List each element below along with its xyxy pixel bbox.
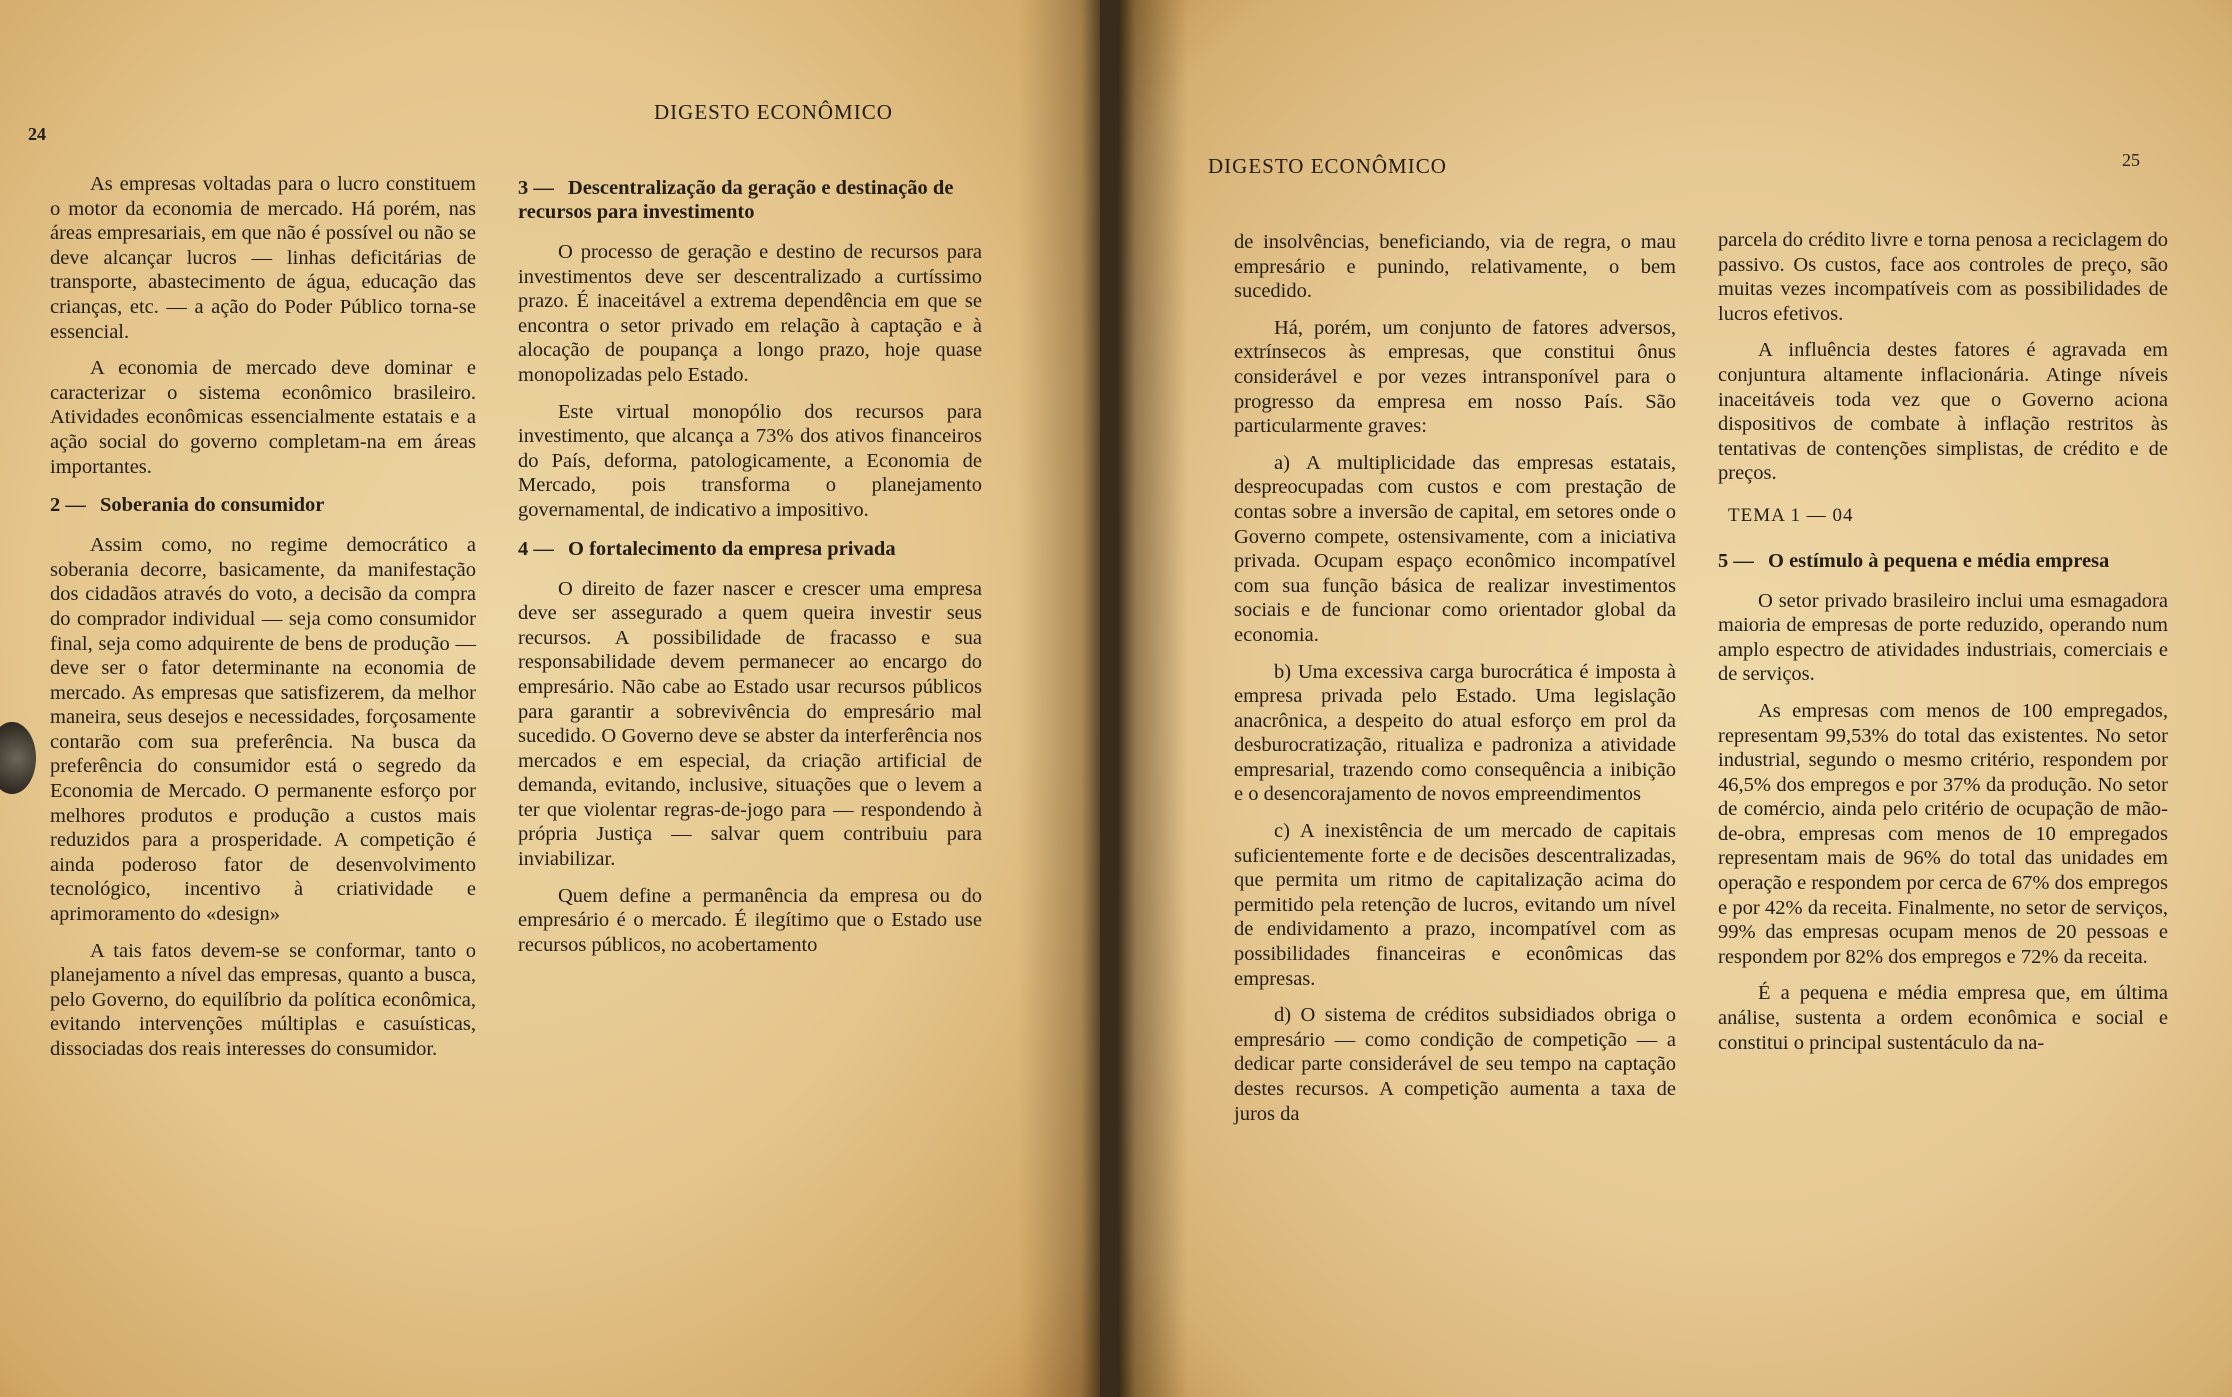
right-page-number: 25 (2122, 150, 2140, 170)
paragraph: Quem define a permanência da empresa ou do empresário é o mercado. É ilegítimo que o Estado use recursos públicos, no acobertamento (518, 884, 982, 956)
right-column-1 (1234, 230, 1676, 1138)
section-title: O fortalecimento da empresa privada (568, 537, 896, 560)
left-column-2 (518, 162, 982, 969)
left-column-1 (50, 172, 476, 1074)
paragraph: Assim como, no regime democrático a soberania decorre, basicamente, da manifestação dos cidadãos através do voto, a decisão da compra do comprador individual — seja como consumidor final, seja como adquirente de bens de produção — deve ser o fator determinante na economia de mercado. As empresas que satisfizerem, da melhor maneira, seus desejos e necessidades, forçosamente contarão com sua preferência. Na busca da preferência do consumidor está o segredo da Economia de Mercado. O permanente esforço por melhores produtos e produção a custos mais reduzidos para a prosperidade. A competição é ainda poderoso fator de desenvolvimento tecnológico, incentivo à criatividade e aprimoramento do «design» (50, 534, 476, 926)
tema-label: TEMA 1 — 04 (1728, 504, 1854, 526)
section-heading (518, 176, 982, 224)
paragraph: O direito de fazer nascer e crescer uma empresa deve ser assegurado a quem queira investir seus recursos. A possibilidade de fracasso e sua responsabilidade devem permanecer ao encargo do empresário. Não cabe ao Estado usar recursos públicos para garantir a sobrevivência do empresário mal sucedido. O Governo deve se abster da interferência nos mercados e em especial, da criação artificial de demanda, evitando, inclusive, situações que o levem a ter que violentar regras-de-jogo para — respondendo à própria Justiça — salvar quem contribuiu para inviabilizar. (518, 577, 982, 871)
paragraph: d) O sistema de créditos subsidiados obriga o empresário — como condição de competição — a dedicar parte considerável de seu tempo na captação destes recursos. A competição aumenta a taxa de juros da (1234, 1004, 1676, 1125)
section-heading (50, 493, 476, 517)
section-number: 5 — (1718, 549, 1754, 572)
paragraph: As empresas voltadas para o lucro constituem o motor da economia de mercado. Há porém, nas áreas empresariais, em que não é possível ou não se deve alcançar lucros — linhas deficitárias de transporte, abastecimento de água, educação das crianças, etc. — a ação do Poder Público torna-se essencial. (50, 173, 476, 343)
paragraph: parcela do crédito livre e torna penosa a reciclagem do passivo. Os custos, face aos controles de preço, são muitas vezes incompatíveis com as possibilidades de lucros efetivos. (1718, 229, 2168, 325)
paragraph: A influência destes fatores é agravada em conjuntura altamente inflacionária. Atinge níveis inaceitáveis toda vez que o Governo aciona dispositivos de combate à inflação restritos às tentativas de contenções simplistas, de crédito e de preços. (1718, 339, 2168, 485)
section-heading (1718, 549, 2168, 573)
left-page (0, 0, 1108, 1397)
paragraph: de insolvências, beneficiando, via de regra, o mau empresário e punindo, relativamente, o bem sucedido. (1234, 231, 1676, 303)
paragraph: A tais fatos devem-se se conformar, tanto o planejamento a nível das empresas, quanto a busca, pelo Governo, do equilíbrio da política econômica, evitando intervenções múltiplas e casuísticas, dissociadas dos reais interesses do consumidor. (50, 939, 476, 1060)
section-number: 3 — (518, 177, 554, 199)
right-page (1118, 0, 2232, 1397)
section-title: Descentralização da geração e destinação de recursos para investimento (518, 177, 954, 223)
section-number: 2 — (50, 494, 86, 517)
right-running-head: DIGESTO ECONÔMICO (1208, 154, 1447, 178)
left-running-head: DIGESTO ECONÔMICO (654, 100, 893, 124)
paragraph: c) A inexistência de um mercado de capitais suficientemente forte e de decisões descentralizadas, que permita um ritmo de capitalização acima do permitido pela retenção de lucros, evitando um nível de endividamento a prazo, incompatível com as possibilidades financeiras e econômicas das empresas. (1234, 820, 1676, 990)
section-title: Soberania do consumidor (100, 494, 325, 517)
paragraph: Há, porém, um conjunto de fatores adversos, extrínsecos às empresas, que constitui ônus considerável e por vezes intransponível para o progresso da empresa em nosso País. São particularmente graves: (1234, 316, 1676, 438)
section-heading (518, 537, 982, 561)
left-page-number: 24 (28, 124, 46, 144)
right-column-2 (1718, 228, 2168, 1067)
section-number: 4 — (518, 537, 554, 560)
paragraph: As empresas com menos de 100 empregados, representam 99,53% do total das existentes. No setor industrial, segundo o mesmo critério, respondem por 46,5% dos empregos e por 37% da produção. No setor de comércio, ainda pelo critério de ocupação de mão-de-obra, empresas com menos de 10 empregados representam mais de 96% do total das unidades em operação e respondem por cerca de 67% dos empregos e por 42% da receita. Finalmente, no setor de serviços, 99% das empresas ocupam menos de 20 pessoas e respondem por 82% dos empregos e 72% da receita. (1718, 699, 2168, 968)
paragraph: Este virtual monopólio dos recursos para investimento, que alcança a 73% dos ativos financeiros do País, deforma, patologicamente, a Economia de Mercado, pois transforma o planejamento governamental, de indicativo a impositivo. (518, 400, 982, 521)
paragraph: O setor privado brasileiro inclui uma esmagadora maioria de empresas de porte reduzido, operando num amplo espectro de atividades industriais, comerciais e de serviços. (1718, 589, 2168, 686)
paragraph: O processo de geração e destino de recursos para investimentos deve ser descentralizado a curtíssimo prazo. É inaceitável a extrema dependência em que se encontra o setor privado em relação à captação e à alocação de poupança a longo prazo, hoje quase monopolizadas pelo Estado. (518, 241, 982, 386)
paragraph: É a pequena e média empresa que, em última análise, sustenta a ordem econômica e social e constitui o principal sustentáculo da na- (1718, 982, 2168, 1054)
paragraph: b) Uma excessiva carga burocrática é imposta à empresa privada pelo Estado. Uma legislação anacrônica, a despeito do atual esforço em prol da desburocratização, ritualiza e padroniza a atividade empresarial, trazendo como consequência a inibição e o desencorajamento de novos empreendimentos (1234, 660, 1676, 806)
section-title: O estímulo à pequena e média empresa (1768, 549, 2110, 572)
paragraph: a) A multiplicidade das empresas estatais, despreocupadas com custos e com prestação de contas sobre a inversão de capital, em setores onde o Governo compete, ostensivamente, com a iniciativa privada. Ocupam espaço econômico incompatível com sua função básica de realizar investimentos sociais e de funcionar como orientador global da economia. (1234, 451, 1676, 646)
binding-hole (0, 722, 36, 794)
paragraph: A economia de mercado deve dominar e caracterizar o sistema econômico brasileiro. Atividades econômicas essencialmente estatais e a ação social do governo completam-na em áreas importantes. (50, 357, 476, 478)
